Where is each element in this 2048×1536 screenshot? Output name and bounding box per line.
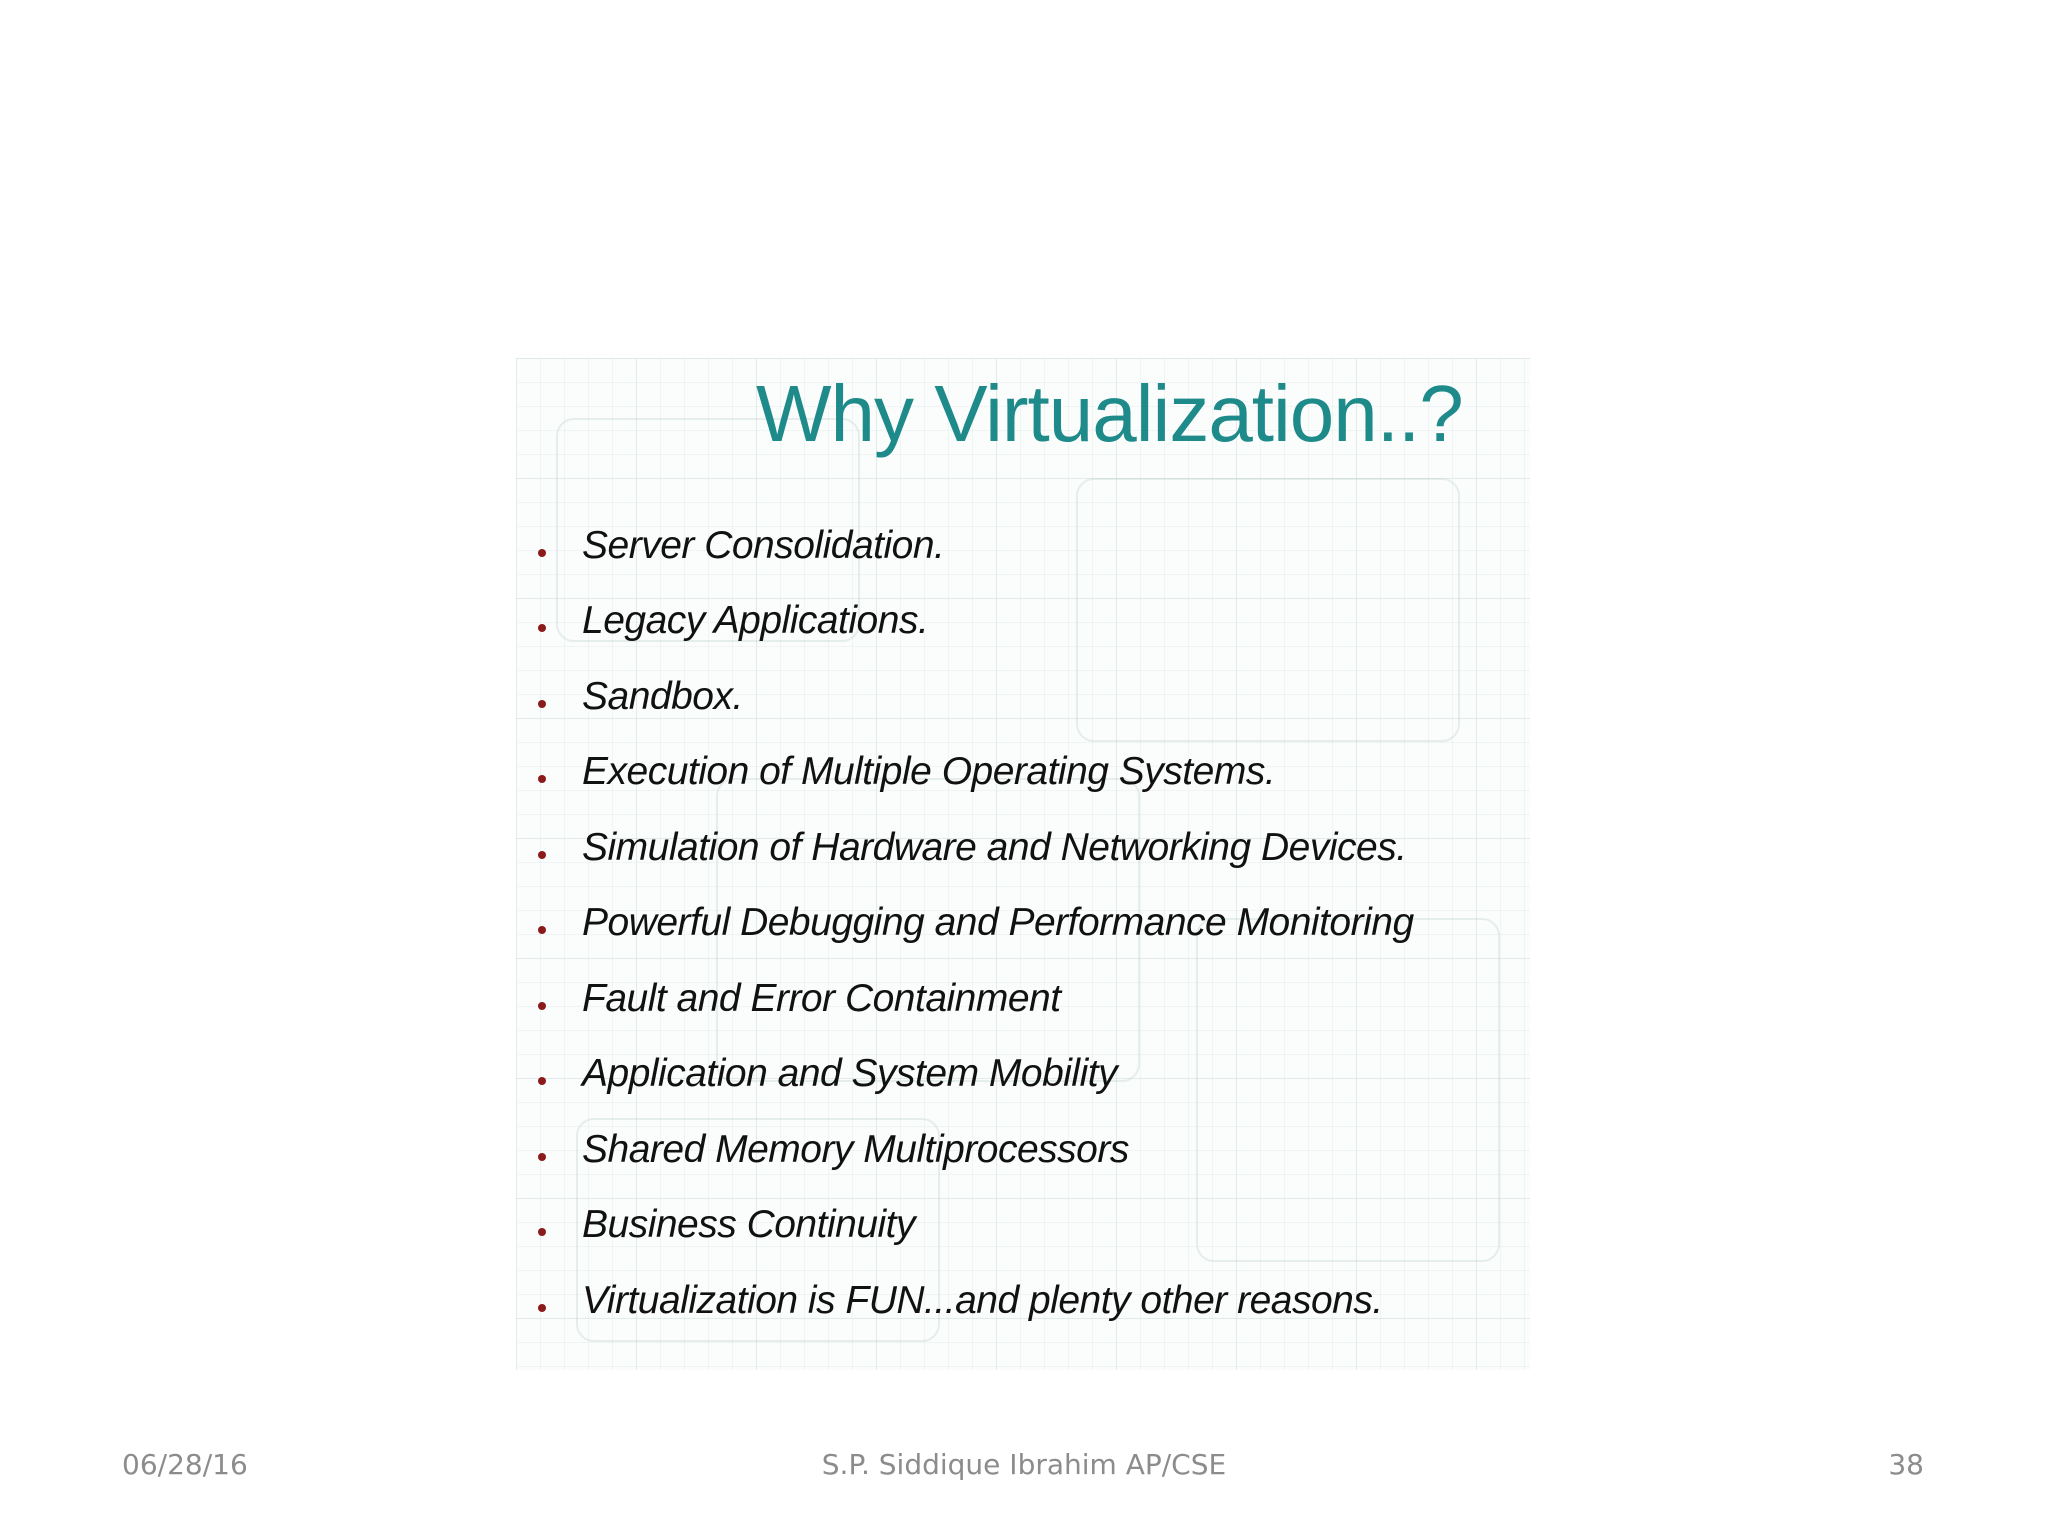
bullet-dot-icon	[538, 1153, 546, 1161]
list-item	[538, 886, 1414, 962]
list-item	[538, 735, 1414, 811]
bullet-text: Shared Memory Multiprocessors	[582, 1127, 1129, 1171]
bullet-dot-icon	[538, 1002, 546, 1010]
bullet-text: Sandbox.	[582, 674, 743, 718]
bullet-dot-icon	[538, 1077, 546, 1085]
page-number: 38	[1888, 1448, 1924, 1481]
bullet-text: Virtualization is FUN...and plenty other reasons.	[582, 1278, 1383, 1322]
list-item	[538, 1263, 1414, 1339]
bullet-text: Business Continuity	[582, 1203, 916, 1247]
bullet-dot-icon	[538, 775, 546, 783]
slide-title: Why Virtualization..?	[756, 369, 1463, 458]
bullet-dot-icon	[538, 851, 546, 859]
list-item	[538, 1112, 1414, 1188]
bullet-dot-icon	[538, 700, 546, 708]
bullet-dot-icon	[538, 1228, 546, 1236]
bullet-dot-icon	[538, 549, 546, 557]
embedded-slide-image	[516, 358, 1530, 1370]
list-item	[538, 584, 1414, 660]
list-item	[538, 659, 1414, 735]
bullet-text: Execution of Multiple Operating Systems.	[582, 750, 1276, 794]
bullet-text: Legacy Applications.	[582, 599, 929, 643]
bullet-text: Server Consolidation.	[582, 523, 945, 567]
list-item	[538, 1037, 1414, 1113]
bullet-text: Powerful Debugging and Performance Monitoring	[582, 901, 1414, 945]
bullet-text: Application and System Mobility	[582, 1052, 1118, 1096]
bullet-dot-icon	[538, 624, 546, 632]
footer-date: 06/28/16	[122, 1448, 248, 1481]
footer-author: S.P. Siddique Ibrahim AP/CSE	[821, 1448, 1227, 1481]
list-item	[538, 810, 1414, 886]
bullet-dot-icon	[538, 926, 546, 934]
list-item	[538, 508, 1414, 584]
bullet-text: Fault and Error Containment	[582, 976, 1061, 1020]
bullet-list	[538, 508, 1414, 1339]
list-item	[538, 961, 1414, 1037]
bullet-text: Simulation of Hardware and Networking Devices.	[582, 825, 1407, 869]
list-item	[538, 1188, 1414, 1264]
bullet-dot-icon	[538, 1304, 546, 1312]
